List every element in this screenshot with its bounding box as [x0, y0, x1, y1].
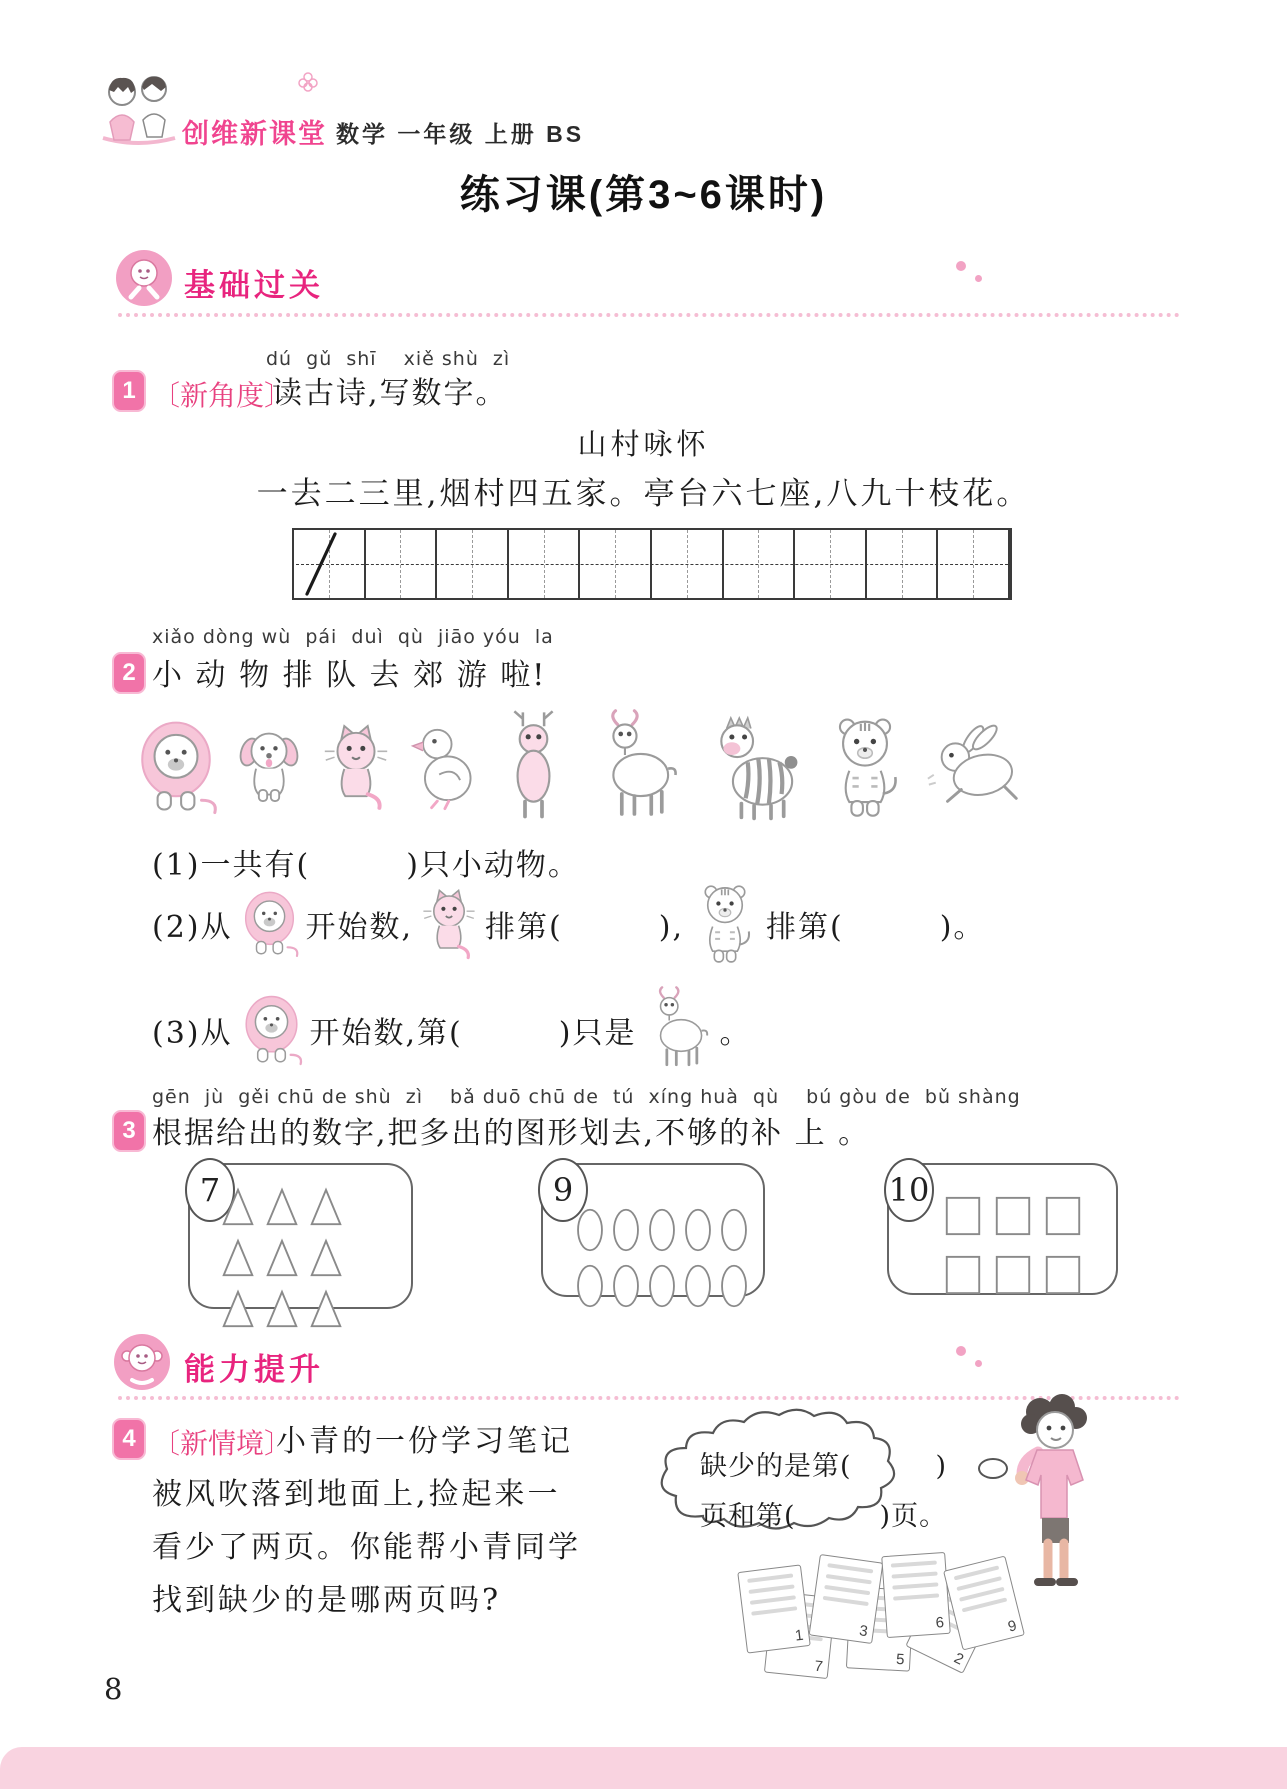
paper-page-number: 5	[895, 1650, 905, 1669]
lion-icon	[237, 885, 302, 964]
deer-icon	[491, 709, 576, 826]
question-text-fragment: (2)从	[152, 910, 233, 945]
paper-page-number: 2	[951, 1649, 967, 1669]
paper-line	[823, 1596, 869, 1606]
bubble-text-line1: 缺少的是第( )	[700, 1451, 948, 1482]
square-shape	[943, 1195, 993, 1242]
q2-sub2	[152, 878, 985, 970]
paper-page-number: 3	[858, 1622, 869, 1641]
paper-sheet	[881, 1552, 951, 1638]
q4-line: 找到缺少的是哪两页吗?	[152, 1583, 502, 1618]
tiger-icon	[818, 709, 912, 826]
q1-text: 读古诗,写数字。	[272, 376, 508, 411]
q4-tag: 〔新情境〕	[152, 1427, 293, 1460]
paper-page-number: 6	[935, 1614, 945, 1632]
square-shape	[943, 1254, 993, 1301]
tiger-icon	[688, 878, 762, 971]
decor-dot	[975, 1360, 982, 1367]
q2-pinyin: xiǎo dòng wù pái duì qù jiāo yóu la	[152, 626, 554, 648]
book-meta: 数学 一年级 上册 BS	[336, 121, 585, 147]
oval-shape	[611, 1207, 647, 1258]
question-text-fragment: 开始数,第( )只是	[309, 1016, 637, 1051]
bubble-text-line2: 页和第( )页。	[700, 1501, 948, 1532]
q4-line: 小青的一份学习笔记	[276, 1424, 573, 1459]
q1-tag: 〔新角度〕	[152, 379, 293, 412]
paper-line	[892, 1582, 938, 1589]
poem-title: 山村咏怀	[577, 427, 710, 461]
boy-illustration	[1002, 1388, 1107, 1603]
box-number: 9	[538, 1158, 588, 1222]
page-number: 8	[104, 1672, 123, 1706]
paper-line	[748, 1584, 794, 1594]
question-text-fragment: 开始数,	[305, 910, 414, 945]
triangle-shape	[308, 1187, 352, 1232]
triangle-shape	[308, 1238, 352, 1283]
paper-line	[893, 1593, 939, 1600]
footer-band	[0, 1747, 1287, 1789]
triangle-shape	[264, 1289, 308, 1334]
lion-icon	[237, 989, 306, 1072]
cat-icon	[317, 717, 395, 817]
goat-icon	[586, 709, 686, 826]
section-basic-divider	[118, 313, 1180, 317]
square-shape	[1043, 1254, 1093, 1301]
rabbit-icon	[922, 717, 1030, 817]
brand-title: 创维新课堂	[182, 119, 327, 149]
square-group	[943, 1195, 1093, 1301]
paper-line	[827, 1563, 873, 1573]
oval-shape	[683, 1207, 719, 1258]
q1-pinyin: dú gǔ shī xiě shù zì	[266, 348, 511, 370]
box-number: 10	[884, 1158, 934, 1222]
page-title: 练习课(第3~6课时)	[459, 173, 828, 217]
goat-icon	[640, 986, 715, 1075]
grid-mid-dash	[296, 564, 1008, 565]
paper-line	[747, 1573, 793, 1583]
triangle-shape	[264, 1238, 308, 1283]
dog-icon	[232, 717, 306, 817]
paper-sheet	[737, 1564, 811, 1653]
duck-icon	[405, 717, 481, 817]
shape-box-7	[188, 1163, 413, 1309]
kids-logo-icon	[98, 68, 178, 146]
decor-dot	[956, 1346, 966, 1356]
decor-dot	[975, 275, 982, 282]
pencil-kid-icon	[114, 248, 174, 308]
cat-icon	[417, 883, 481, 966]
oval-shape	[611, 1263, 647, 1314]
q2-sub1: (1)一共有( )只小动物。	[152, 848, 580, 883]
question-text-fragment: 排第( ),	[485, 910, 684, 945]
oval-shape	[575, 1207, 611, 1258]
question-text-fragment: 。	[719, 1016, 752, 1051]
q2-sub3	[152, 982, 751, 1078]
paper-line	[891, 1560, 937, 1567]
paper-sheet	[809, 1554, 884, 1644]
square-shape	[993, 1195, 1043, 1242]
paper-page-number: 1	[794, 1626, 805, 1645]
oval-shape	[683, 1263, 719, 1314]
paper-page-number: 7	[813, 1657, 824, 1676]
paper-page-number: 9	[1006, 1617, 1019, 1636]
triangle-shape	[308, 1289, 352, 1334]
triangle-shape	[220, 1187, 264, 1232]
q4-line: 被风吹落到地面上,捡起来一	[152, 1477, 561, 1512]
triangle-shape	[220, 1238, 264, 1283]
shape-box-10	[887, 1163, 1118, 1295]
section-advanced-title: 能力提升	[184, 1352, 324, 1387]
oval-shape	[647, 1263, 683, 1314]
square-shape	[1043, 1195, 1093, 1242]
triangle-shape	[264, 1187, 308, 1232]
decor-dot	[956, 261, 966, 271]
q2-text: 小 动 物 排 队 去 郊 游 啦!	[152, 658, 547, 693]
shape-box-9	[541, 1163, 765, 1297]
flower-icon	[296, 70, 320, 99]
animal-queue	[130, 702, 1030, 832]
zebra-icon	[697, 709, 808, 826]
question-text-fragment: (3)从	[152, 1016, 233, 1051]
paper-line	[824, 1585, 870, 1595]
box-number: 7	[185, 1158, 235, 1222]
monkey-icon	[112, 1332, 172, 1392]
paper-line	[962, 1597, 1008, 1612]
section-basic-title: 基础过关	[184, 268, 324, 303]
q4-line: 看少了两页。你能帮小青同学	[152, 1530, 581, 1565]
oval-shape	[719, 1207, 755, 1258]
lion-icon	[130, 712, 222, 822]
q3-pinyin: gēn jù gěi chū de shù zì bǎ duō chū de tú xíng huà qù bú gòu de bǔ shàng	[152, 1086, 1021, 1108]
q3-number-badge: 3	[112, 1110, 146, 1152]
writing-grid	[292, 528, 1012, 600]
paper-line	[750, 1595, 796, 1605]
oval-shape	[647, 1207, 683, 1258]
q3-text: 根据给出的数字,把多出的图形划去,不够的补 上 。	[152, 1116, 871, 1151]
oval-group	[575, 1207, 755, 1314]
q4-number-badge: 4	[112, 1418, 146, 1460]
triangle-group	[220, 1187, 352, 1334]
question-text-fragment: 排第( )。	[766, 910, 986, 945]
square-shape	[993, 1254, 1043, 1301]
poem-line: 一去二三里,烟村四五家。亭台六七座,八九十枝花。	[256, 476, 1031, 512]
thought-cloud	[648, 1398, 998, 1568]
oval-shape	[719, 1263, 755, 1314]
oval-shape	[575, 1263, 611, 1314]
triangle-shape	[220, 1289, 264, 1334]
q1-number-badge: 1	[112, 370, 146, 412]
paper-line	[826, 1574, 872, 1584]
paper-line	[892, 1571, 938, 1578]
q2-number-badge: 2	[112, 652, 146, 694]
paper-line	[751, 1606, 797, 1616]
